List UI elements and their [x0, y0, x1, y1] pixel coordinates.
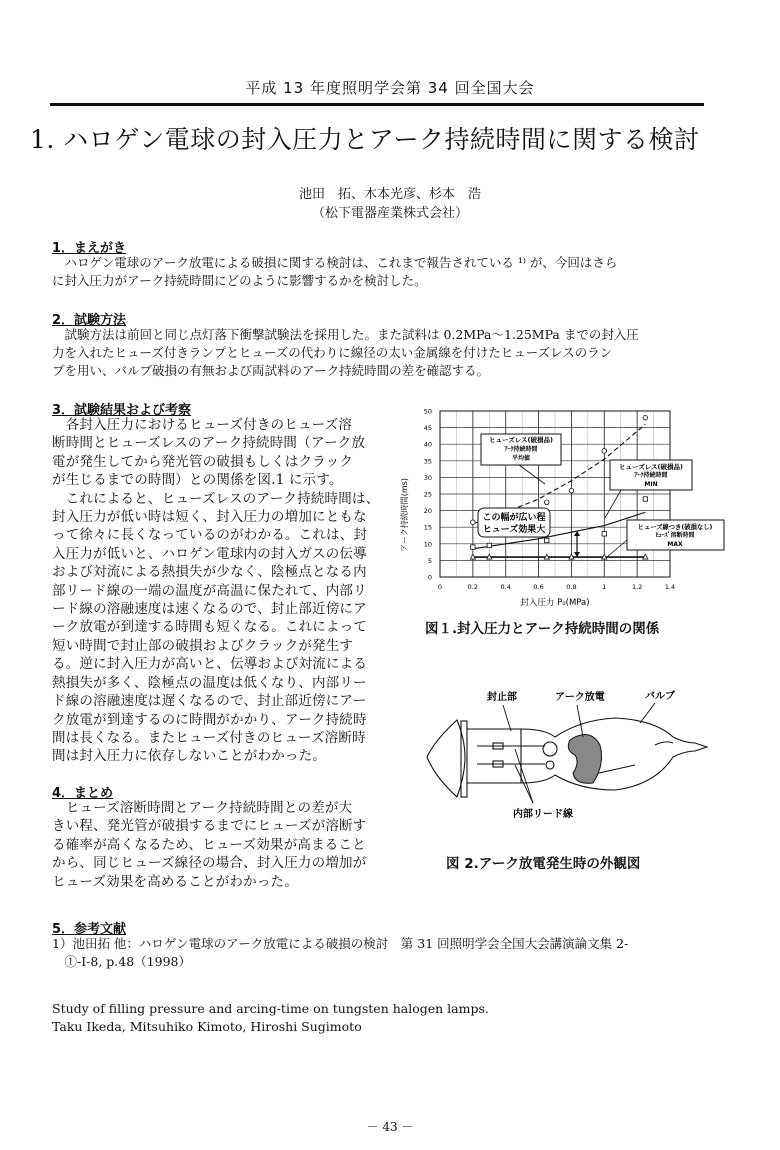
figure1-caption: 図１.封入圧力とアーク持続時間の関係 — [425, 621, 660, 637]
data-point-average — [544, 500, 549, 505]
label-bulb: バルブ — [645, 691, 675, 702]
text-line: 間は封入圧力に依存しないことがわかった。 — [52, 748, 326, 765]
conference-header: 平成 13 年度照明学会第 34 回全国大会 — [245, 79, 535, 97]
y-tick-label: 40 — [423, 440, 432, 449]
text-line: 部リード線の一端の温度が高温に保たれて、内部リ — [52, 582, 367, 599]
text-line: 電が発生してから発光管の破損もしくはクラック — [52, 453, 354, 470]
section-heading-method: 2．試験方法 — [52, 313, 127, 328]
lamp-flange — [461, 721, 467, 797]
authors: 池田 拓、木本光彦、杉本 浩 — [298, 187, 481, 202]
annotation-line: ﾋｭｰｽﾞ溶断時間 — [655, 532, 695, 539]
label-pointer — [640, 703, 655, 723]
y-tick-label: 5 — [427, 556, 432, 565]
annotation-line: ヒューズレス(破損品) — [489, 436, 553, 444]
text-line: プを用い、バルブ破損の有無および両試料のアーク持続時間の差を確認する。 — [52, 363, 490, 378]
data-point-min — [487, 543, 491, 547]
section-body-method — [52, 326, 742, 380]
section-heading-summary: 4．まとめ — [52, 786, 114, 801]
reference-line: 1）池田拓 他：ハロゲン電球のアーク放電による破損の検討 第 31 回照明学会全国大会講演論文集 2- — [52, 936, 629, 951]
arrowhead — [574, 552, 580, 557]
x-tick-label: 0.2 — [467, 583, 479, 591]
data-point-average — [643, 415, 648, 420]
english-title: Study of filling pressure and arcing-time on tungsten halogen lamps. — [52, 1001, 489, 1016]
x-tick-label: 1.2 — [631, 583, 643, 591]
annotation-line: この幅が広い程 — [482, 513, 546, 523]
label-arc: アーク放電 — [555, 692, 605, 703]
y-tick-label: 30 — [423, 473, 432, 482]
text-line: って徐々に長くなっているのがわかる。これは、封 — [52, 527, 368, 544]
text-line: ク放電が到達するのに時間がかかり、アーク持続時 — [52, 711, 367, 728]
section-heading-intro: 1．まえがき — [52, 241, 127, 256]
annotation-arrow — [519, 465, 545, 484]
text-line: 力を入れたヒューズ付きランプとヒューズの代わりに線径の太い金属線を付けたヒューズレスのラン — [52, 345, 613, 360]
annotation-line: ヒューズ線つき(破損なし) — [637, 524, 713, 531]
x-tick-label: 1 — [602, 583, 607, 591]
annotation-line: 平均値 — [511, 455, 531, 462]
data-point-min — [602, 532, 606, 536]
y-tick-label: 35 — [423, 457, 432, 466]
data-point-average — [471, 520, 476, 525]
annotation-line: ヒューズレス(破損品) — [619, 463, 683, 471]
y-tick-label: 45 — [423, 424, 432, 433]
text-line: ハロゲン電球のアーク放電による破損に関する検討は、これまで報告されている ¹⁾ が、今回はさら — [52, 255, 618, 270]
label-lead-wire: 内部リード線 — [513, 809, 573, 820]
figure2-lamp-drawing — [415, 685, 725, 835]
text-line: 間は長くなる。またヒューズ付きのヒューズ溶断時 — [52, 729, 366, 746]
data-point-min — [643, 497, 647, 501]
english-authors: Taku Ikeda, Mitsuhiko Kimoto, Hiroshi Sugimoto — [52, 1019, 362, 1034]
reference-line: ①-Ⅰ-8, p.48（1998） — [52, 954, 191, 969]
text-line: る。逆に封入圧力が高いと、伝導および対流による — [52, 656, 368, 673]
filament-ring — [543, 742, 557, 756]
affiliation: （松下電器産業株式会社） — [311, 206, 468, 221]
label-seal: 封止部 — [487, 692, 517, 703]
annotation-line: ｱｰｸ持続時間 — [504, 446, 538, 453]
text-line: きい程、発光管が破損するまでにヒューズが溶断す — [52, 818, 367, 835]
text-line: ヒューズ溶断時間とアーク持続時間との差が大 — [52, 800, 353, 816]
y-tick-label: 25 — [423, 490, 432, 499]
label-pointer — [515, 765, 533, 803]
annotation-arrow — [607, 540, 627, 557]
x-tick-label: 0 — [437, 583, 443, 591]
data-point-average — [569, 488, 574, 493]
text-line: ード線の溶融速度は速くなるので、封止部近傍にア — [52, 601, 367, 618]
section-body-summary — [52, 799, 417, 891]
filament-ring — [546, 761, 554, 769]
text-line: 入圧力が低いと、ハロゲン電球内の封入ガスの伝導 — [52, 545, 367, 562]
section-heading-results: 3．試験結果および考察 — [52, 403, 192, 418]
tip-wire — [655, 742, 673, 745]
y-tick-label: 20 — [423, 507, 432, 516]
header-rule — [50, 103, 704, 106]
annotation-fuse — [607, 520, 724, 557]
lamp-base — [427, 720, 465, 797]
label-pointer — [503, 705, 511, 731]
label-pointer — [577, 705, 583, 737]
section-heading-references: 5．参考文献 — [52, 922, 127, 937]
data-point-min — [545, 538, 549, 542]
y-tick-label: 0 — [427, 573, 432, 582]
paper-title: 1. ハロゲン電球の封入圧力とアーク持続時間に関する検討 — [30, 125, 700, 154]
text-line: 試験方法は前回と同じ点灯落下衝撃試験法を採用した。また試料は 0.2MPa～1.25MPa までの封入圧 — [52, 327, 639, 342]
y-tick-label: 10 — [423, 540, 432, 549]
y-axis-label: アーク持続時間(ms) — [400, 478, 409, 552]
y-tick-label: 15 — [423, 523, 432, 532]
text-line: に封入圧力がアーク持続時間にどのように影響するかを検討した。 — [52, 273, 427, 288]
x-axis-label: 封入圧力 P₀(MPa) — [520, 598, 590, 608]
arc-discharge-region — [568, 735, 601, 784]
text-line: ド線の溶融速度は遅くなるので、封止部近傍にアー — [52, 693, 367, 710]
text-line: ヒューズ効果を高めることがわかった。 — [52, 873, 298, 890]
x-tick-label: 0.6 — [533, 583, 544, 591]
text-line: る確率が高くなるため、ヒューズ効果が高まること — [52, 836, 366, 853]
text-line: 封入圧力が低い時は短く、封入圧力の増加にともな — [52, 509, 367, 526]
text-line: これによると、ヒューズレスのアーク持続時間は、 — [52, 490, 380, 507]
section-body-results — [52, 416, 417, 766]
section-body-intro — [52, 254, 742, 290]
annotation-average — [481, 434, 561, 484]
text-line: 断時間とヒューズレスのアーク持続時間（アーク放 — [52, 435, 366, 452]
annotation-width — [478, 508, 580, 557]
english-abstract — [52, 1000, 742, 1036]
text-line: および対流による熱損失が少なく、陰極点となる内 — [52, 564, 367, 581]
annotation-line: ｱｰｸ持続時間 — [634, 472, 668, 479]
text-line: ーク放電が到達する時間も短くなる。これによって — [52, 619, 368, 636]
annotation-line: ヒューズ効果大 — [482, 525, 546, 535]
text-line: 短い時間で封止部の破損およびクラックが発生す — [52, 637, 354, 654]
annotation-line: MAX — [667, 541, 683, 548]
text-line: から、同じヒューズ線径の場合、封入圧力の増加が — [52, 855, 367, 872]
data-point-min — [471, 545, 475, 549]
y-tick-label: 50 — [423, 407, 432, 416]
annotation-min — [605, 460, 692, 518]
reference-list — [52, 935, 742, 971]
figure1-chart — [395, 400, 740, 640]
figure2-caption: 図 2.アーク放電発生時の外観図 — [446, 856, 641, 872]
annotation-line: MIN — [644, 481, 658, 488]
text-line: が生じるまでの時間）との関係を図.1 に示す。 — [52, 472, 343, 489]
text-line: 熱損失が多く、陰極点の温度は低くなり、内部リー — [52, 674, 367, 691]
page-number: － 43 － — [366, 1120, 414, 1134]
x-tick-label: 0.4 — [500, 583, 511, 591]
x-tick-label: 0.8 — [566, 583, 577, 591]
data-point-average — [602, 449, 607, 454]
label-pointer — [515, 749, 533, 803]
text-line: 各封入圧力におけるヒューズ付きのヒューズ溶 — [52, 417, 353, 433]
x-tick-label: 1.4 — [664, 583, 676, 591]
